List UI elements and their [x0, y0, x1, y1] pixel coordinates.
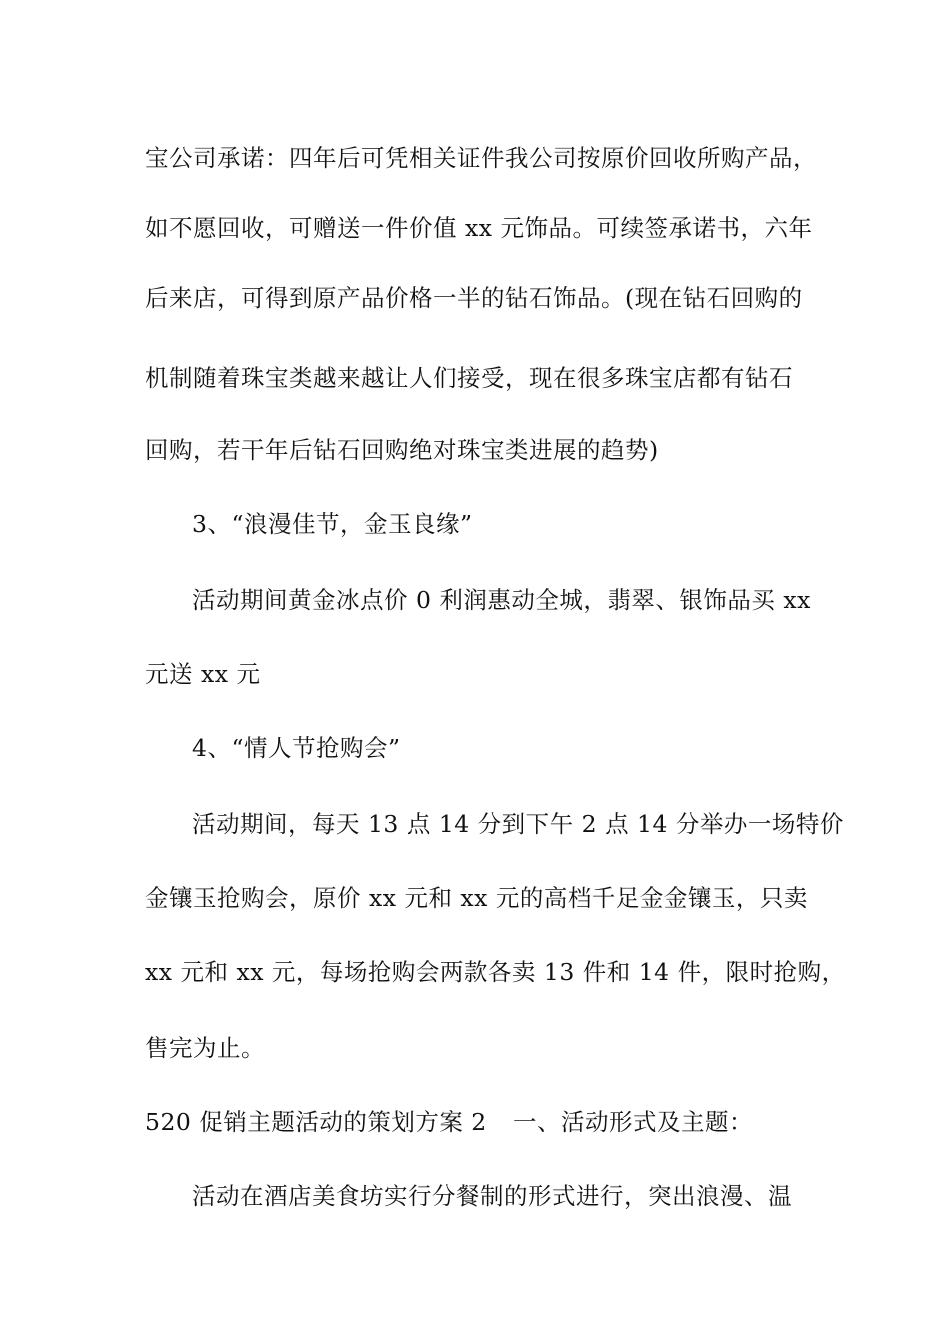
paragraph-line: xx 元和 xx 元，每场抢购会两款各卖 13 件和 14 件，限时抢购，	[145, 958, 846, 986]
section-heading-3: 3、“浪漫佳节，金玉良缘”	[192, 510, 473, 538]
paragraph-line: 机制随着珠宝类越来越让人们接受，现在很多珠宝店都有钻石	[145, 364, 793, 392]
paragraph-line: 金镶玉抢购会，原价 xx 元和 xx 元的高档千足金金镶玉，只卖	[145, 884, 808, 912]
paragraph-line: 元送 xx 元	[145, 660, 261, 688]
document-title: 520 促销主题活动的策划方案 2	[145, 1108, 487, 1136]
section-heading-4: 4、“情人节抢购会”	[192, 734, 401, 762]
paragraph-line: 活动期间黄金冰点价 0 利润惠动全城，翡翠、银饰品买 xx	[192, 586, 811, 614]
paragraph-line: 回购，若干年后钻石回购绝对珠宝类进展的趋势)	[145, 436, 659, 464]
paragraph-line: 宝公司承诺：四年后可凭相关证件我公司按原价回收所购产品，	[145, 144, 817, 172]
paragraph-line: 活动期间，每天 13 点 14 分到下午 2 点 14 分举办一场特价	[192, 810, 844, 838]
paragraph-line: 活动在酒店美食坊实行分餐制的形式进行，突出浪漫、温	[192, 1182, 792, 1210]
paragraph-line: 售完为止。	[145, 1034, 265, 1062]
section-heading-1: 一、活动形式及主题：	[513, 1108, 753, 1136]
paragraph-line: 后来店，可得到原产品价格一半的钻石饰品。(现在钻石回购的	[145, 284, 803, 312]
paragraph-line: 如不愿回收，可赠送一件价值 xx 元饰品。可续签承诺书，六年	[145, 214, 813, 242]
